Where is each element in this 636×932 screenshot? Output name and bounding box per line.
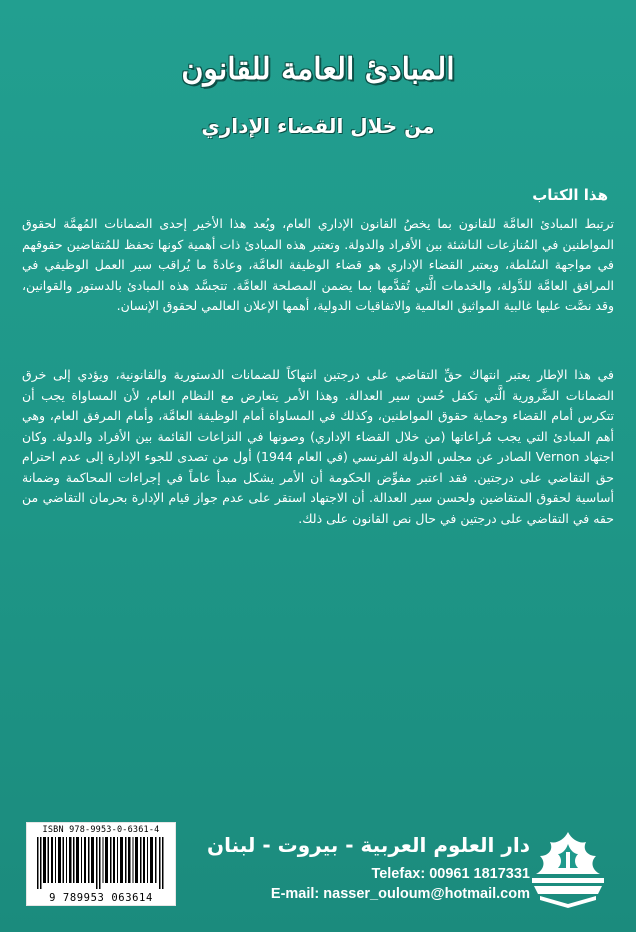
about-heading: هذا الكتاب xyxy=(532,186,608,204)
isbn-barcode xyxy=(26,822,176,906)
isbn-label: ISBN 978-9953-0-6361-4 xyxy=(42,825,160,835)
publisher-email: E-mail: nasser_ouloum@hotmail.com xyxy=(270,886,530,902)
barcode-bars-icon xyxy=(35,837,167,889)
about-paragraph-1: ترتبط المبادئ العامَّة للقانون بما يخصُ القانون الإداري العام، ويُعد هذا الأخير إحدى الضمانات المُهمَّة لحقوق المواطنين في المُنازعات الناشئة بين الأفراد والدولة. وتعتبر هذه المبادئ ذات أهمية كونها تحفظ للمُتقاضين حقوقهم في مواجهة السُلطة، ويعتبر القضاء الإداري هو قضاء الوظيفة العامَّة، وعادةً ما يُراقب سير العمل الوظيفي في المرافق العامَّة للدَّولة، والخدمات الَّتي تُقدَّمها بما يضمن المصلحة العامَّة. تتجسَّد هذه المبادئ بالدستور والقوانين، وقد نصَّت عليها غالبية المواثيق العالمية والاتفاقيات الدولية، أهمها الإعلان العالمي لحقوق الإنسان. xyxy=(22,216,614,313)
barcode-number: 9 789953 063614 xyxy=(49,892,153,904)
publisher-logo-icon xyxy=(528,830,608,908)
publisher-name: دار العلوم العربية - بيروت - لبنان xyxy=(207,833,530,857)
book-subtitle: من خلال القضاء الإداري xyxy=(201,114,435,138)
about-paragraph-2: في هذا الإطار يعتبر انتهاك حقِّ التقاضي على درجتين انتهاكاً للضمانات الدستورية والقانونية، ويؤدي إلى خرق الضمانات الضَّرورية الَّتي تكفل حُسن سير العدالة. وهذا الأمر يتعارض مع النظام العام، لأن المساواة يجب أن تتكرس أمام القضاء وحماية حقوق المواطنين، وكذلك في المساواة أمام الوظيفة العامَّة، وأمام المرفق العام، وهي أهم المبادئ التي يجب مُراعاتها (من خلال القضاء الإداري) وصونها في النزاعات القائمة بين الأفراد والدولة. وكان اجتهاد Vernon الصادر عن مجلس الدولة الفرنسي (في العام 1944) أول من تصدى للجوء الإدارة إلى عدم احترام حق التقاضي على درجتين. فقد اعتبر مفوِّض الحكومة أن الأمر يشكل مبدأ عاماً في إجراءات المحاكمة وضمانة أساسية لحقوق المتقاضين ولحسن سير العدالة. أن الاجتهاد استقر على عدم جواز قيام الإدارة بحرمان التقاضي من حقه في التقاضي على درجتين في حال نص القانون على ذلك. xyxy=(22,367,615,526)
publisher-telefax: Telefax: 00961 1817331 xyxy=(371,866,530,882)
book-title: المبادئ العامة للقانون xyxy=(181,52,455,87)
